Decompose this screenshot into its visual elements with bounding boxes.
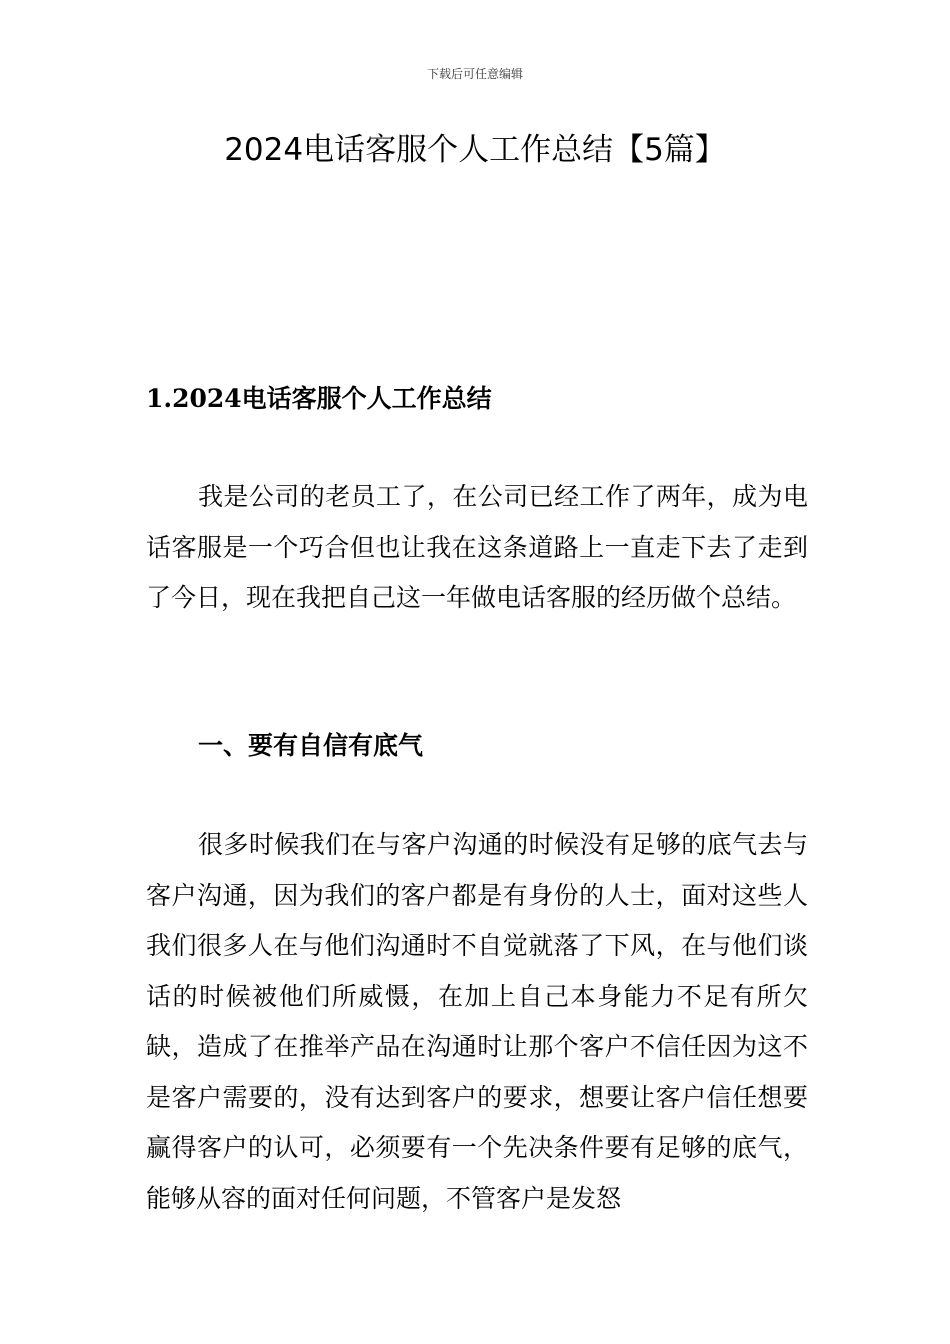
header-note: 下载后可任意编辑: [426, 67, 523, 81]
document-title: 2024电话客服个人工作总结【5篇】: [224, 132, 726, 168]
body-paragraph: 很多时候我们在与客户沟通的时候没有足够的底气去与客户沟通，因为我们的客户都是有身份的人士，面对这些人我们很多人在与他们沟通时不自觉就落了下风，在与他们谈话的时候被他们所威慑，在加上自己本身能力不足有所欠缺，造成了在推举产品在沟通时让那个客户不信任因为这不是客户需要的，没有达到客户的要求，想要让客户信任想要赢得客户的认可，必须要有一个先决条件要有足够的底气，能够从容的面对任何问题，不管客户是发怒: [146, 830, 808, 1213]
body-paragraph: 我是公司的老员工了，在公司已经工作了两年，成为电话客服是一个巧合但也让我在这条道路上一直走下去了走到了今日，现在我把自己这一年做电话客服的经历做个总结。: [146, 482, 808, 612]
subheading: 一、要有自信有底气: [198, 731, 424, 760]
section-heading: 1.2024电话客服个人工作总结: [146, 384, 492, 413]
